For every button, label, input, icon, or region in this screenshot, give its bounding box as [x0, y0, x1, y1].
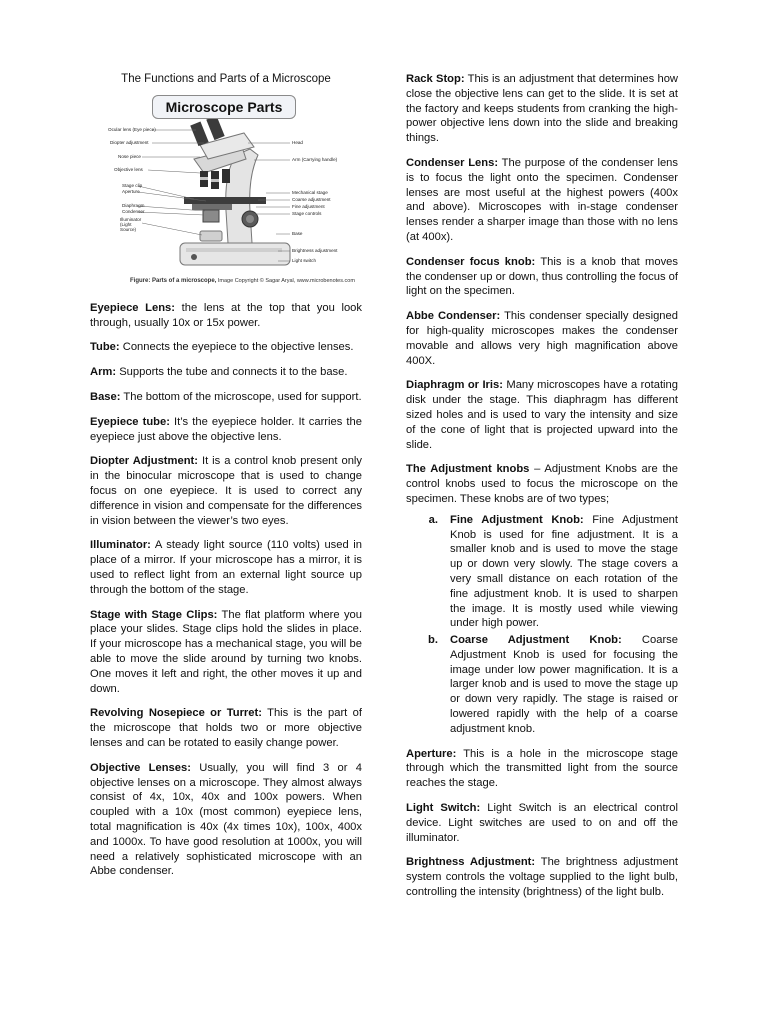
entry-eyepiece-lens — [90, 301, 362, 331]
figure-label-base: Base — [292, 230, 303, 236]
figure-caption — [130, 278, 355, 284]
entry-term: Abbe Condenser: — [406, 310, 501, 323]
list-marker: b. — [428, 634, 438, 647]
entry-illuminator — [90, 538, 362, 597]
entry-term: Aperture: — [406, 747, 457, 760]
adjustment-knob-list — [406, 513, 678, 737]
entry-term: Revolving Nosepiece or Turret: — [90, 707, 262, 720]
entry-text: – Adjustment Knobs are the control knobs used to focus the microscope on the specimen. These knobs are of two types; — [406, 463, 678, 505]
entry-text: Many microscopes have a rotating disk under the stage. This diaphragm has different sized holes and is used to vary the intensity and size of the cone of light that is projected upward into the slide. — [406, 379, 678, 451]
entry-text: Coarse Adjustment Knob is used for focusing the image under low power magnification. It is a larger knob and is used to move the stage up or down very rapidly. The stage is raised or lowered rapidly with the help of a coarse adjustment knob. — [450, 634, 678, 735]
entry-term: Base: — [90, 390, 121, 403]
figure-label-stage-controls: Stage controls — [292, 210, 322, 216]
figure-label-light-switch: Light switch — [292, 257, 317, 263]
entry-stage-with-stage-clips — [90, 608, 362, 697]
entry-text: Light Switch is an electrical control device. Light switches are used to on and off the illuminator. — [406, 802, 678, 844]
figure-label-fine-adjustment: Fine adjustment — [292, 203, 325, 209]
entry-text: The bottom of the microscope, used for support. — [120, 390, 362, 403]
entry-adjustment-knobs — [406, 462, 678, 506]
entry-text: It is a control knob present only in the binocular microscope that is used to change focus on one eyepiece. It is used to correct any difference in vision and compensate for the differences in vision between the viewer’s two eyes. — [90, 455, 363, 527]
left-entries — [90, 301, 362, 879]
entry-text: The brightness adjustment system controls the voltage supplied to the light bulb, controlling the intensity (brightness) of the light bulb. — [406, 856, 678, 899]
entry-text: the lens at the top that you look through, usually 10x or 15x power. — [90, 301, 362, 329]
entry-text: Supports the tube and connects it to the base. — [116, 366, 348, 379]
left-column — [90, 72, 362, 889]
entry-text: It’s the eyepiece holder. It carries the eyepiece just above the objective lens. — [90, 415, 362, 443]
figure-label-head: Head — [292, 139, 303, 145]
entry-brightness-adjustment — [406, 855, 678, 899]
entry-revolving-nosepiece — [90, 706, 362, 750]
entry-text: This is a hole in the microscope stage through which the transmitted light from the source reaches the stage. — [406, 747, 678, 790]
figure-label-nose-piece: Nose piece — [118, 153, 141, 159]
list-item-body — [450, 633, 678, 737]
figure-label-diopter-adjustment: Diopter adjustment — [110, 139, 149, 145]
entry-term: Fine Adjustment Knob: — [450, 513, 584, 526]
entry-objective-lenses — [90, 761, 362, 879]
figure-label-diaphragm: Diaphragm — [122, 202, 145, 208]
microscope-figure — [108, 93, 355, 291]
figure-label-coarse-adjustment: Coarse adjustment — [292, 196, 331, 202]
right-column — [406, 72, 678, 910]
entry-term: Diopter Adjustment: — [90, 455, 198, 468]
entry-text: The flat platform where you place your slides. Stage clips hold the slides in place. If your microscope has a mechanical stage, you will be able to move the slide around by turning two knobs. One moves it left and right, the other moves it up and down. — [90, 608, 362, 695]
figure-caption-bold: Figure: Parts of a microscope, — [130, 277, 217, 284]
entry-eyepiece-tube — [90, 415, 362, 445]
list-item-body — [450, 513, 678, 631]
entry-term: Light Switch: — [406, 802, 481, 815]
figure-label-illuminator: Illuminator (Light Source) — [120, 216, 142, 232]
entry-text: Usually, you will find 3 or 4 objective lenses on a microscope. They almost always consist of 4x, 10x, 40x and 100x powers. When coupled with a 10x (most common) eyepiece lens, total magnification is 40x (4x times 10x), 100x, 400x and 1000x. To have good resolution at 1000x, you will need a relatively sophisticated microscope with an Abbe condenser. — [90, 761, 362, 878]
entry-aperture — [406, 747, 678, 791]
entry-term: Rack Stop: — [406, 73, 465, 85]
entry-term: Illuminator: — [90, 539, 151, 552]
figure-label-mechanical-stage: Mechanical stage — [292, 189, 328, 195]
entry-light-switch — [406, 801, 678, 845]
figure-label-brightness-adjustment: Brightness adjustment — [292, 247, 338, 253]
entry-diaphragm-or-iris — [406, 378, 678, 452]
figure-label-objective-lens: Objective lens — [114, 166, 143, 172]
entry-condenser-lens — [406, 156, 678, 245]
list-marker: a. — [428, 513, 438, 526]
entry-term: Objective Lenses: — [90, 761, 191, 774]
figure-label-arm: Arm (Carrying handle) — [292, 156, 338, 162]
figure-caption-rest: Image Copyright © Sagar Aryal, www.microbenotes.com — [216, 277, 355, 284]
entry-tube — [90, 340, 362, 355]
list-item — [406, 513, 678, 631]
list-item — [406, 633, 678, 737]
entry-base — [90, 390, 362, 405]
entry-arm — [90, 365, 362, 380]
entry-text: The purpose of the condenser lens is to focus the light onto the specimen. Condenser lenses are most useful at the highest powers (400x and above). Microscopes with in-stage condenser lenses render a sharper image than those with no lens (at 400x). — [406, 156, 678, 243]
entry-term: Condenser focus knob: — [406, 255, 536, 268]
entry-text: This is the part of the microscope that holds two or more objective lenses and can be rotated to easily change power. — [90, 707, 362, 749]
entry-abbe-condenser — [406, 309, 678, 368]
entry-text: Fine Adjustment Knob is used for fine adjustment. It is a smaller knob and is used to move the stage up or down very slowly. The stage covers a very small distance on each rotation of the fine adjustment knob. It is used to sharpen the image. It is mostly used while viewing under high power. — [450, 513, 678, 630]
entry-text: This condenser specially designed for high-quality microscopes makes the condenser movable and allows very high magnification above 400X. — [406, 310, 678, 367]
entry-text: This is an adjustment that determines how close the objective lens can get to the slide. It is set at the factory and keeps students from cranking the high-power objective lens down into the slide and breaking things. — [406, 73, 678, 145]
figure-label-condenser: Condenser — [122, 208, 145, 214]
entry-text: This is a knob that moves the condenser up or down, thus controlling the focus of light on the specimen. — [406, 255, 678, 298]
figure-label-stage-clip: Stage clip — [122, 182, 143, 188]
entry-term: Condenser Lens: — [406, 156, 499, 169]
entry-rack-stop — [406, 72, 678, 146]
entry-term: Diaphragm or Iris: — [406, 379, 503, 392]
entry-term: Arm: — [90, 366, 117, 379]
document-title: The Functions and Parts of a Microscope — [121, 73, 331, 85]
entry-term: Coarse Adjustment Knob: — [450, 634, 622, 647]
figure-banner: Microscope Parts — [152, 95, 296, 119]
entry-term: Tube: — [90, 341, 120, 354]
entry-term: Eyepiece tube: — [90, 415, 170, 428]
entry-condenser-focus-knob — [406, 255, 678, 299]
figure-label-aperture: Aperture — [122, 188, 140, 194]
entry-term: The Adjustment knobs — [406, 463, 530, 476]
entry-term: Eyepiece Lens: — [90, 301, 176, 314]
entry-text: A steady light source (110 volts) used in place of a mirror. If your microscope has a mirror, it is used to reflect light from an external light source up through the bottom of the stage. — [90, 539, 362, 596]
entry-diopter-adjustment — [90, 454, 362, 528]
figure-label-ocular-lens: Ocular lens (Eye piece) — [108, 126, 156, 132]
entry-term: Stage with Stage Clips: — [90, 608, 218, 621]
entry-text: Connects the eyepiece to the objective lenses. — [119, 341, 354, 354]
entry-term: Brightness Adjustment: — [406, 856, 536, 869]
